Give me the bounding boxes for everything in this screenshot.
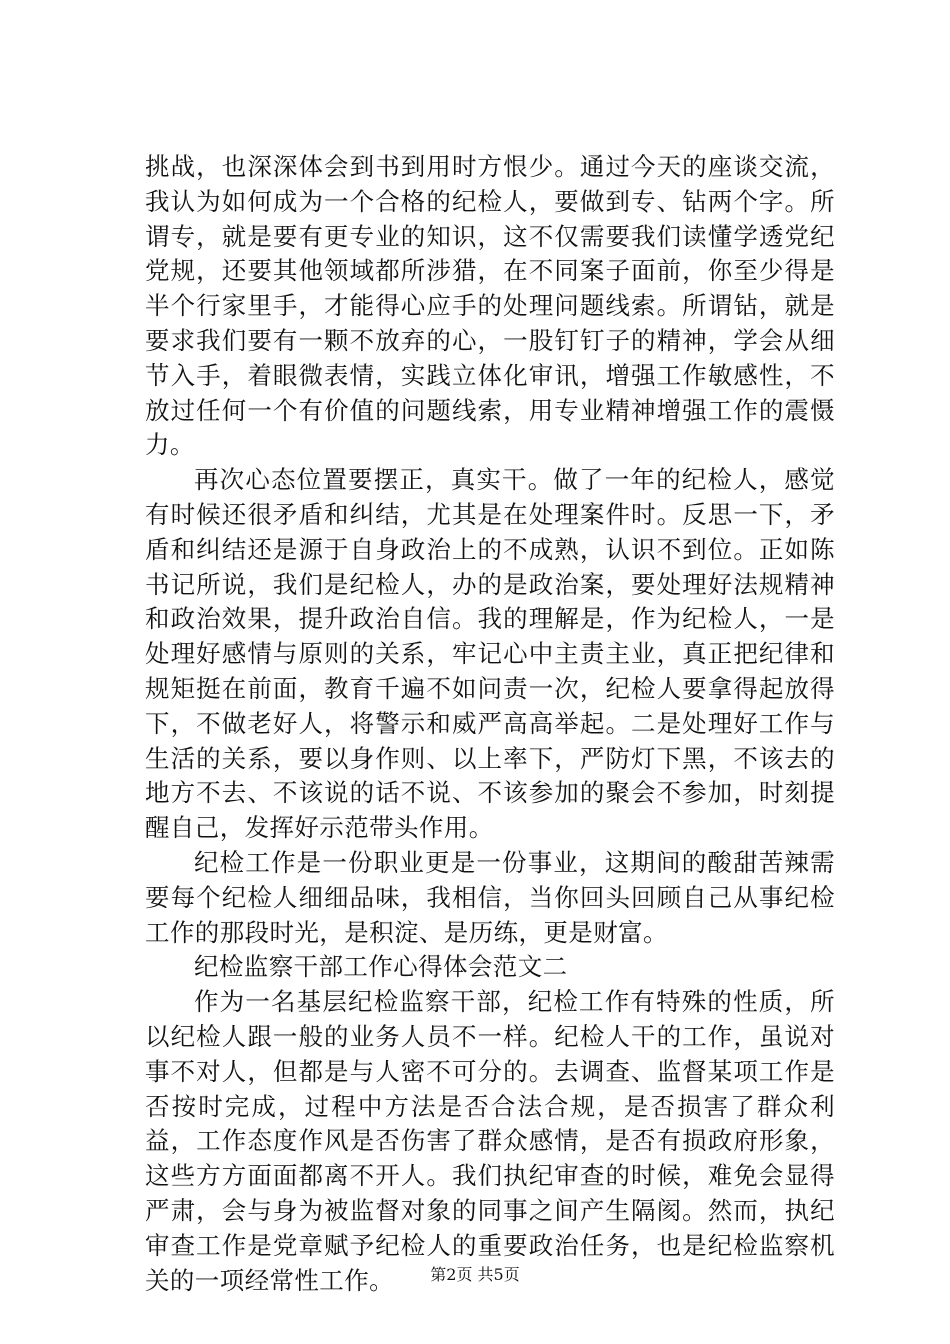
document-body — [145, 150, 835, 1298]
page-number-footer: 第2页 共5页 — [430, 1265, 520, 1284]
section-heading: 纪检监察干部工作心得体会范文二 — [194, 952, 568, 982]
paragraph-essay-two: 作为一名基层纪检监察干部，纪检工作有特殊的性质，所以纪检人跟一般的业务人员不一样。纪检人干的工作，虽说对事不对人，但都是与人密不可分的。去调查、监督某项工作是否按时完成，过程中方法是否合法合规，是否损害了群众利益，工作态度作风是否伤害了群众感情，是否有损政府形象，这些方方面面都离不开人。我们执纪审查的时候，难免会显得严肃，会与身为被监督对象的同事之间产生隔阂。然而，执纪审查工作是党章赋予纪检人的重要政治任务，也是纪检监察机关的一项经常性工作。 — [145, 987, 835, 1295]
paragraph-continuation: 挑战，也深深体会到书到用时方恨少。通过今天的座谈交流，我认为如何成为一个合格的纪检人，要做到专、钻两个字。所谓专，就是要有更专业的知识，这不仅需要我们读懂学透党纪党规，还要其他领域都所涉猎，在不同案子面前，你至少得是半个行家里手，才能得心应手的处理问题线索。所谓钻，就是要求我们要有一颗不放弃的心，一股钉钉子的精神，学会从细节入手，着眼微表情，实践立体化审讯，增强工作敏感性，不放过任何一个有价值的问题线索，用专业精神增强工作的震慑力。 — [145, 152, 835, 460]
paragraph-attitude: 再次心态位置要摆正，真实干。做了一年的纪检人，感觉有时候还很矛盾和纠结，尤其是在处理案件时。反思一下，矛盾和纠结还是源于自身政治上的不成熟，认识不到位。正如陈书记所说，我们是纪检人，办的是政治案，要处理好法规精神和政治效果，提升政治自信。我的理解是，作为纪检人，一是处理好感情与原则的关系，牢记心中主责主业，真正把纪律和规矩挺在前面，教育千遍不如问责一次，纪检人要拿得起放得下，不做老好人，将警示和威严高高举起。二是处理好工作与生活的关系，要以身作则、以上率下，严防灯下黑，不该去的地方不去、不该说的话不说、不该参加的聚会不参加，时刻提醒自己，发挥好示范带头作用。 — [145, 465, 835, 843]
paragraph-career: 纪检工作是一份职业更是一份事业，这期间的酸甜苦辣需要每个纪检人细细品味，我相信，当你回头回顾自己从事纪检工作的那段时光，是积淀、是历练，更是财富。 — [145, 847, 835, 947]
